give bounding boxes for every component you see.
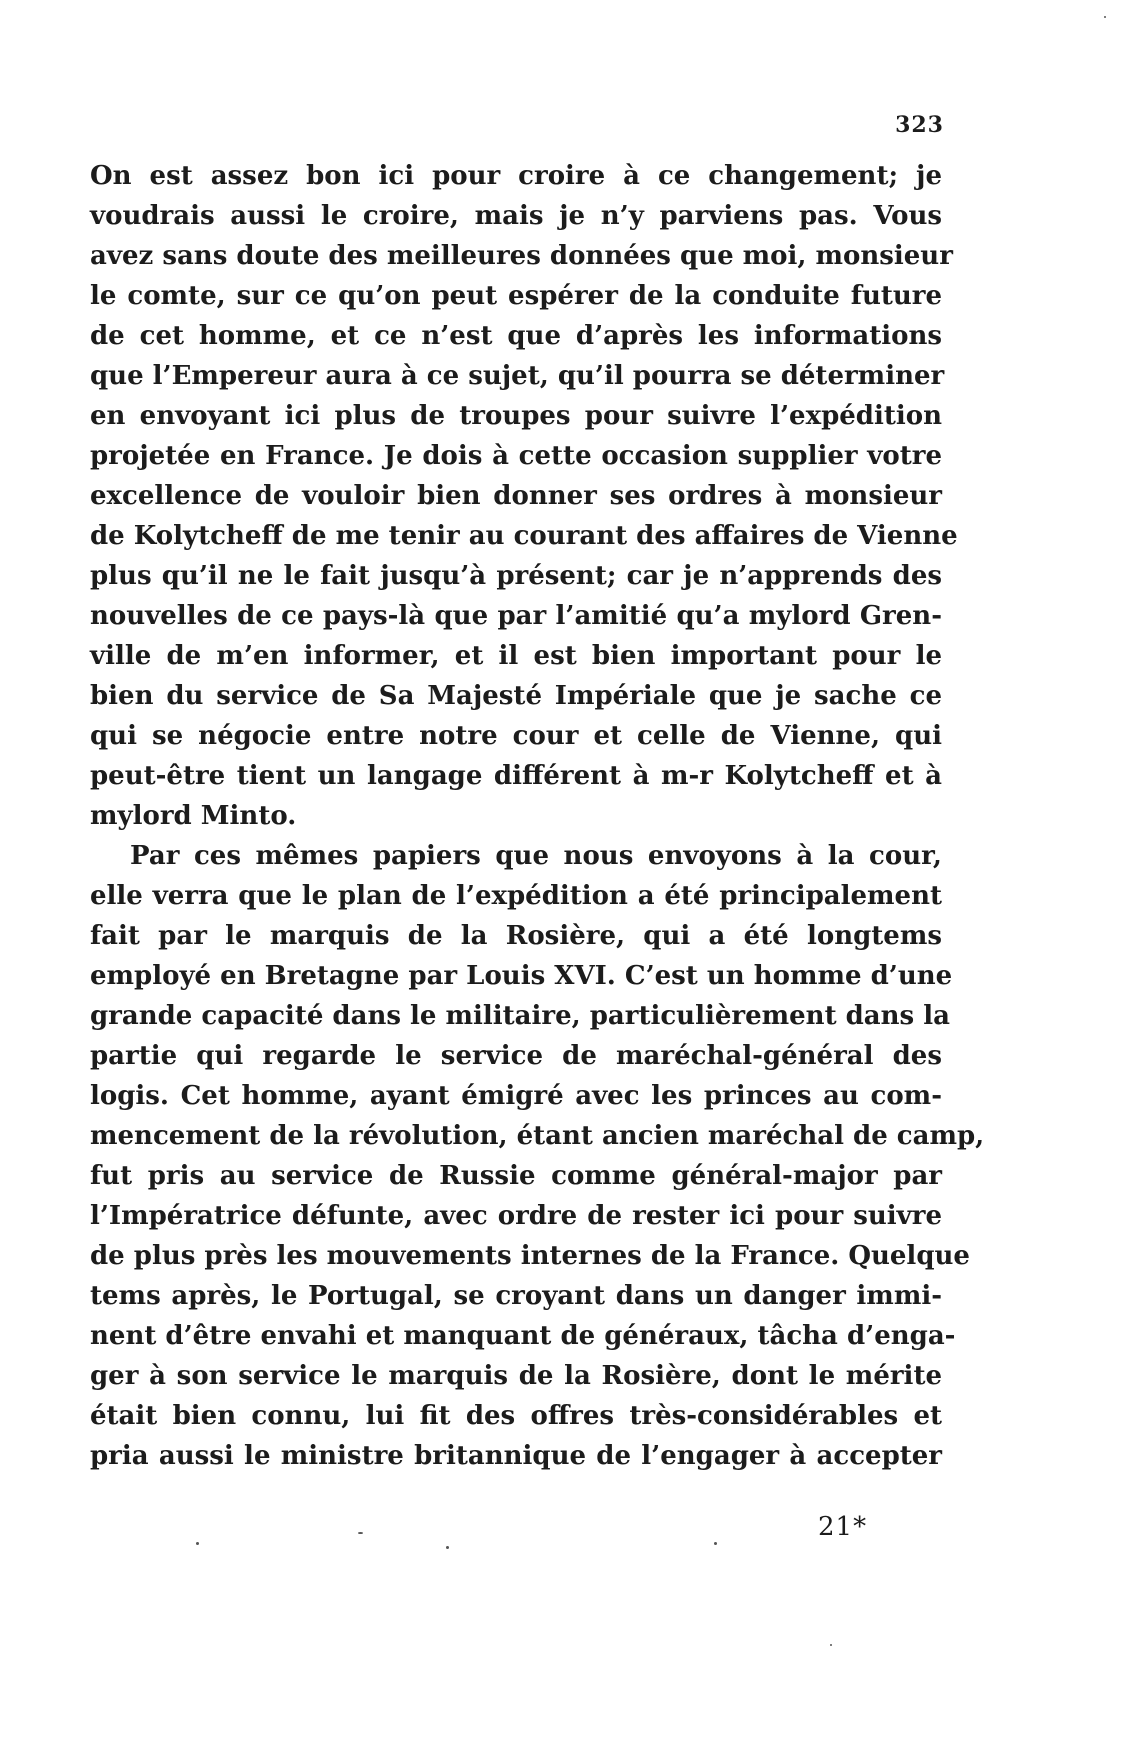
text-line: voudrais aussi le croire, mais je n’y parviens pas. Vous: [90, 201, 942, 231]
text-line: mylord Minto.: [90, 801, 297, 831]
printer-signature-mark: 21*: [818, 1512, 868, 1542]
scan-speck: [446, 1546, 449, 1549]
text-line: de plus près les mouvements internes de la France. Quelque: [90, 1241, 970, 1271]
text-line: pria aussi le ministre britannique de l’engager à accepter: [90, 1441, 942, 1471]
text-line: était bien connu, lui fit des offres très-considérables et: [90, 1401, 942, 1431]
paragraph-2: [90, 836, 985, 1476]
text-line: de Kolytcheff de me tenir au courant des affaires de Vienne: [90, 521, 958, 551]
text-line: logis. Cet homme, ayant émigré avec les princes au com-: [90, 1081, 942, 1111]
text-line: avez sans doute des meilleures données que moi, monsieur: [90, 241, 953, 271]
text-line: grande capacité dans le militaire, particulièrement dans la: [90, 1001, 950, 1031]
text-line: nouvelles de ce pays-là que par l’amitié qu’a mylord Gren-: [90, 601, 942, 631]
text-line: qui se négocie entre notre cour et celle de Vienne, qui: [90, 721, 942, 751]
text-line: plus qu’il ne le fait jusqu’à présent; car je n’apprends des: [90, 561, 942, 591]
text-line: que l’Empereur aura à ce sujet, qu’il pourra se déterminer: [90, 361, 945, 391]
text-line: On est assez bon ici pour croire à ce changement; je: [90, 161, 942, 191]
text-line: le comte, sur ce qu’on peut espérer de la conduite future: [90, 281, 942, 311]
text-line: projetée en France. Je dois à cette occasion supplier votre: [90, 441, 942, 471]
text-line: fait par le marquis de la Rosière, qui a été longtems: [90, 921, 942, 951]
body-text: [90, 156, 985, 1476]
paragraph-1: [90, 156, 958, 836]
scan-speck: [830, 1644, 832, 1646]
text-line: fut pris au service de Russie comme général-major par: [90, 1161, 942, 1191]
text-line: mencement de la révolution, étant ancien maréchal de camp,: [90, 1121, 985, 1151]
text-line: Par ces mêmes papiers que nous envoyons à la cour,: [130, 841, 942, 871]
text-line: ville de m’en informer, et il est bien important pour le: [90, 641, 942, 671]
text-line: de cet homme, et ce n’est que d’après les informations: [90, 321, 942, 351]
text-line: employé en Bretagne par Louis XVI. C’est un homme d’une: [90, 961, 953, 991]
scan-speck: [358, 1532, 363, 1534]
text-line: nent d’être envahi et manquant de généraux, tâcha d’enga-: [90, 1321, 956, 1351]
text-line: l’Impératrice défunte, avec ordre de rester ici pour suivre: [90, 1201, 942, 1231]
scan-speck: [714, 1542, 717, 1545]
text-line: excellence de vouloir bien donner ses ordres à monsieur: [90, 481, 942, 511]
scan-speck: [196, 1542, 199, 1545]
scan-speck: [1104, 16, 1106, 18]
text-line: tems après, le Portugal, se croyant dans un danger immi-: [90, 1281, 942, 1311]
text-line: partie qui regarde le service de maréchal-général des: [90, 1041, 942, 1071]
text-line: elle verra que le plan de l’expédition a été principalement: [90, 881, 942, 911]
text-line: ger à son service le marquis de la Rosière, dont le mérite: [90, 1361, 942, 1391]
text-line: en envoyant ici plus de troupes pour suivre l’expédition: [90, 401, 942, 431]
page-number: 323: [895, 112, 944, 138]
text-line: peut-être tient un langage différent à m-r Kolytcheff et à: [90, 761, 942, 791]
text-line: bien du service de Sa Majesté Impériale que je sache ce: [90, 681, 942, 711]
